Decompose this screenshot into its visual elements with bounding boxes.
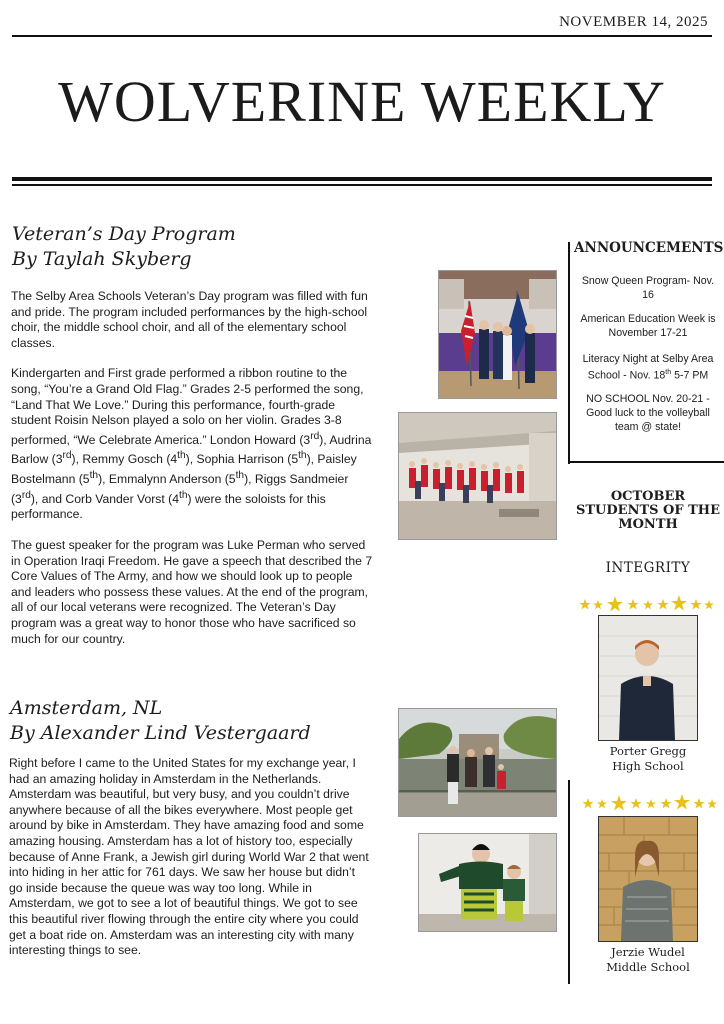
student-school: Middle School: [606, 960, 690, 974]
article-title: Veteran’s Day Program: [12, 223, 236, 245]
paragraph: The guest speaker for the program was Luke Perman who served in Operation Iraqi Freedom. He gave a speech that described the 7 Core Values of The Army, and how we should look up to people and leaders who possess these values. At the end of the program, all of our local veterans were recognized. The Veteran’s Day program was a great way to honor those who have sacrificed so much for our country.: [11, 537, 373, 646]
portrait-jerzie-wudel: [598, 816, 698, 942]
student-name: Jerzie Wudel: [611, 945, 685, 959]
announcement-item: Literacy Night at Selby Area School - Nov. 18th 5-7 PM: [582, 353, 714, 382]
article-veterans-day: [12, 222, 236, 272]
photo-amsterdam-canal: [398, 708, 557, 817]
article-body-veterans: [11, 289, 373, 662]
header-top-rule: [12, 35, 712, 37]
article-title: Amsterdam, NL: [10, 697, 163, 719]
student-school: High School: [612, 759, 684, 773]
portrait-porter-gregg: [598, 615, 698, 741]
article-byline: By Taylah Skyberg: [12, 248, 192, 270]
announcement-item: American Education Week is November 17-21: [580, 313, 716, 339]
photo-boys-green: [418, 833, 557, 932]
announcement-item: Snow Queen Program- Nov. 16: [581, 275, 715, 301]
issue-date: NOVEMBER 14, 2025: [559, 14, 708, 30]
photo-color-guard: [438, 270, 557, 399]
paragraph: Kindergarten and First grade performed a ribbon routine to the song, “You’re a Grand Old Flag.” Grades 2-5 performed the song, “Land That We Love.” During this performance, fourth-grade student Roisin Nelson played a solo on her violin. Grades 3-8 performed, “We Celebrate America.” London Howard (3rd), Audrina Barlow (3rd), Remmy Gosch (4th), Sophia Harrison (5th), Paisley Bostelmann (5th), Emmalynn Anderson (5th), Riggs Sandmeier (3rd), and Corb Vander Vorst (4th) were the soloists for this performance.: [11, 366, 372, 522]
header-bottom-rule: [12, 184, 712, 186]
student-caption-1: [574, 744, 722, 774]
stars-decoration: [578, 594, 718, 616]
student-caption-2: [574, 945, 722, 975]
trait-label: INTEGRITY: [605, 560, 691, 576]
stars-decoration: [578, 793, 718, 815]
sidebar-divider-upper: [568, 242, 570, 464]
article-body-amsterdam: [9, 756, 371, 974]
photo-choir: [398, 412, 557, 540]
paragraph: Right before I came to the United States for my exchange year, I had an amazing holiday in Amsterdam in the Netherlands. Amsterdam was beautiful, but very busy, and you couldn’t drive anywhere because of all the bikes everywhere. Most people get around by bike in Amsterdam. They have amazing food and some amazing housing. Amsterdam has a lot of history too, especially because of Anne Frank, a Jewish girl during World War 2 that went into hiding in her attic for 761 days. We saw her house but didn’t go inside because the queue was way too long. While in Amsterdam, we got to see a lot of beautiful things. We got to see this beautiful river flowing through the entire city where you could get a boat ride on. Amsterdam was an interesting city with many interesting things to see.: [9, 756, 369, 958]
paragraph: The Selby Area Schools Veteran’s Day program was filled with fun and pride. The program included performances by the high-school choir, the middle school choir, and all of the elementary school classes.: [11, 289, 368, 350]
students-of-month-title: OCTOBER STUDENTS OF THE MONTH: [576, 489, 720, 532]
masthead-title: WOLVERINE WEEKLY: [58, 69, 666, 134]
article-byline: By Alexander Lind Vestergaard: [10, 722, 311, 744]
sidebar-divider-lower: [568, 780, 570, 984]
student-name: Porter Gregg: [609, 744, 687, 758]
article-amsterdam: [10, 696, 311, 746]
header-thick-rule: [12, 177, 712, 181]
sidebar-horizontal-rule: [568, 461, 724, 463]
announcement-item: NO SCHOOL Nov. 20-21 - Good luck to the volleyball team @ state!: [586, 393, 710, 433]
announcements-title: ANNOUNCEMENTS: [574, 240, 724, 256]
